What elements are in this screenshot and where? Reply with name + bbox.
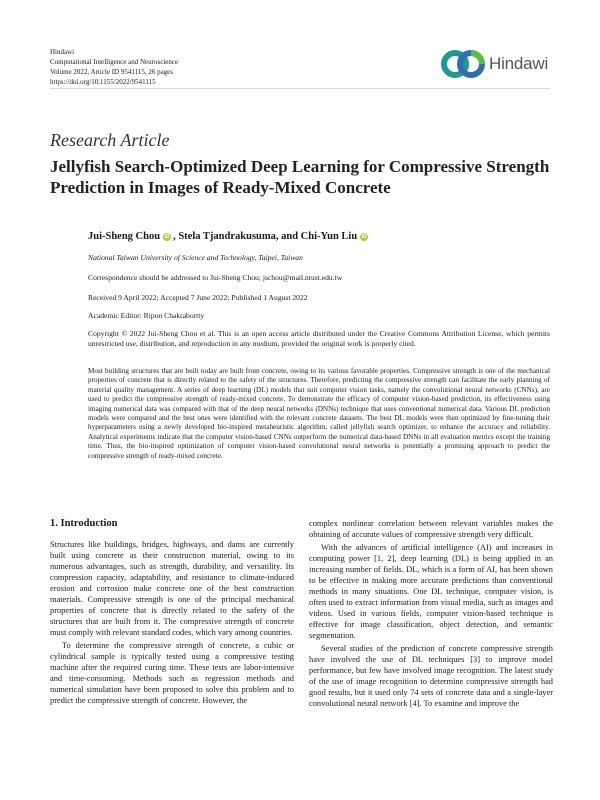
- journal-name: Computational Intelligence and Neuroscience: [50, 58, 179, 66]
- affiliation: National Taiwan University of Science and Technology, Taipei, Taiwan: [88, 253, 303, 262]
- hindawi-logo-icon: [441, 47, 485, 81]
- header-divider: [50, 88, 550, 89]
- left-column: [50, 518, 294, 708]
- publication-dates: Received 9 April 2022; Accepted 7 June 2022; Published 1 August 2022: [88, 293, 308, 302]
- author-list: [88, 231, 370, 242]
- journal-meta: [50, 47, 178, 87]
- correspondence: Correspondence should be addressed to Jui-Sheng Chou; jschou@mail.ntust.edu.tw: [88, 273, 343, 282]
- doi-link[interactable]: https://doi.org/10.1155/2022/9541115: [50, 78, 156, 86]
- hindawi-logo: [441, 44, 551, 84]
- paragraph: To determine the compressive strength of concrete, a cubic or cylindrical sample is typically tested using a compressive testing machine after the required curing time. These tests are labor-intensive and time-consuming. Methods such as regression methods and numerical simulation have been proposed to solve this problem and to predict the compressive strength of concrete. However, the: [50, 641, 294, 705]
- orcid-icon[interactable]: iD: [361, 233, 367, 240]
- copyright-notice: Copyright © 2022 Jui-Sheng Chou et al. This is an open access article distributed under the Creative Commons Attribution License, which permits unrestricted use, distribution, and reproduction in any medium, provided the original work is properly cited.: [88, 329, 550, 348]
- paragraph: complex nonlinear correlation between relevant variables makes the obtaining of accurate values of compressive strength very difficult.: [309, 519, 553, 539]
- author-names-rest: , Stela Tjandrakusuma, and Chi-Yun Liu: [173, 231, 358, 242]
- right-column: [309, 518, 553, 711]
- abstract: Most building structures that are built today are built from concrete, owing to its various favorable properties. Compressive strength is one of the mechanical properties of concrete that is directly related to the safety of the structures. Therefore, predicting the compressive strength can facilitate the early planning of material quality management. A series of deep learning (DL) models that suit computer vision tasks, namely the convolutional neural networks (CNNs), are used to predict the compressive strength of ready-mixed concrete. To demonstrate the efficacy of computer vision-based prediction, its effectiveness using imaging numerical data was compared with that of the deep neural networks (DNNs) technique that uses conventional numerical data. Various DL prediction models were compared and the best ones were identified with the relevant concrete datasets. The best DL models were then optimized by fine-tuning their hyperparameters using a newly developed bio-inspired metaheuristic algorithm, called jellyfish search optimizer, to enhance the accuracy and reliability. Analytical experiments indicate that the computer vision-based CNNs outperform the numerical data-based DNNs in all evaluation metrics except the training time. Thus, the bio-inspired optimization of computer vision-based convolutional neural networks is potentially a promising approach to predict the compressive strength of ready-mixed concrete.: [88, 367, 550, 460]
- article-type: Research Article: [50, 130, 170, 150]
- orcid-icon[interactable]: iD: [164, 233, 170, 240]
- paragraph: Several studies of the prediction of concrete compressive strength have involved the use of DL techniques [3] to improve model performance, but few have involved image recognition. The latest study of the use of image recognition to determine compressive strength had good results, but it used only 74 sets of concrete data and a single-layer convolutional neural network [4]. To examine and improve the: [309, 644, 553, 708]
- paragraph: Structures like buildings, bridges, highways, and dams are currently built using concrete as their construction material, owing to its numerous advantages, such as strength, durability, and versatility. Its compression capacity, adaptability, and resistance to climate-induced erosion and corrosion make concrete one of the best construction materials. Compressive strength is one of the principal mechanical properties of concrete that is directly related to the safety of the structures that are built from it. The compressive strength of concrete must comply with relevant standard codes, which vary among countries.: [50, 540, 294, 637]
- paragraph: With the advances of artificial intelligence (AI) and increases in computing power [1, 2], deep learning (DL) is being applied in an increasing number of fields. DL, which is a form of AI, has been shown to be effective in making more accurate predictions than conventional methods in many situations. One DL technique, computer vision, is often used to extract information from visual media, such as images and videos. Used in various fields, computer vision-based technique is effective for image classification, object detection, and semantic segmentation.: [309, 543, 553, 640]
- author-name: Jui-Sheng Chou: [88, 231, 161, 242]
- section-heading: 1. Introduction: [50, 518, 118, 529]
- publisher-name: Hindawi: [50, 48, 75, 56]
- logo-text: Hindawi: [489, 54, 549, 73]
- volume-info: Volume 2022, Article ID 9541115, 26 pages: [50, 68, 174, 76]
- article-title: Jellyfish Search-Optimized Deep Learning for Compressive Strength Prediction in Images of Ready-Mixed Concrete: [50, 157, 550, 197]
- academic-editor: Academic Editor: Ripon Chakrabortty: [88, 311, 205, 320]
